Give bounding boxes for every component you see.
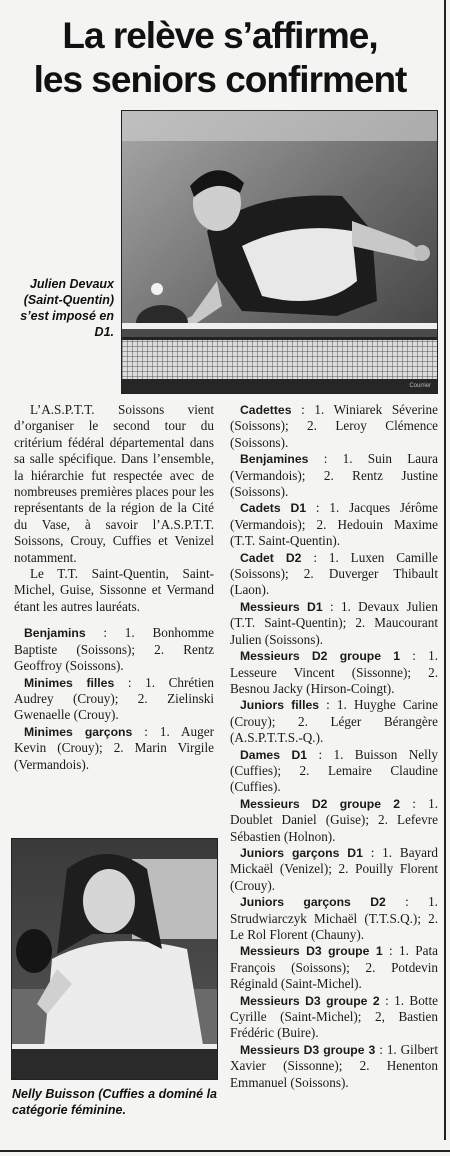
headline-line-2: les seniors confirment bbox=[33, 59, 407, 100]
article-paragraph-1: L’A.S.P.T.T. Soissons vient d’organiser le second tour du critérium fédéral départemental dans sa salle spécifique. Dans l’ensemble, la hiérarchie fut respectée avec de nombreuses premières places pour les représentants de la région de la Cité du Vase, à savoir l’A.S.P.T.T. Soissons, Crouy, Cuffies et Venizel notamment. bbox=[14, 402, 214, 565]
result-entry bbox=[230, 550, 438, 599]
result-category: Minimes filles bbox=[24, 675, 115, 690]
result-text: : 1. Huyghe Carine (Crouy); 2. Léger Bérangère (A.S.P.T.T.S.-Q.). bbox=[230, 697, 438, 746]
result-text: : 1. Bayard Mickaël (Venizel); 2. Pouilly Florent (Crouy). bbox=[230, 844, 438, 893]
result-text: : 1. Botte Cyrille (Saint-Michel); 2, Bastien Frédéric (Buire). bbox=[230, 992, 438, 1041]
result-text: : 1. Luxen Camille (Soissons); 2. Duverger Thibault (Laon). bbox=[230, 549, 439, 598]
column-rule bbox=[444, 0, 446, 1140]
result-entry bbox=[230, 747, 438, 796]
result-category: Cadets D1 bbox=[240, 501, 307, 516]
result-entry bbox=[230, 845, 438, 894]
result-text: : 1. Strudwiarczyk Michaël (T.T.S.Q.); 2. Le Rol Florent (Chauny). bbox=[230, 894, 438, 942]
result-text: : 1. Chrétien Audrey (Crouy); 2. Zielinski Gwenaelle (Crouy). bbox=[14, 674, 215, 723]
result-category: Juniors garçons D1 bbox=[240, 845, 363, 860]
result-category: Cadet D2 bbox=[240, 550, 302, 565]
result-category: Messieurs D3 groupe 2 bbox=[240, 993, 380, 1008]
result-category: Messieurs D1 bbox=[240, 599, 323, 614]
result-category: Benjamins bbox=[24, 626, 86, 641]
result-entry bbox=[230, 1042, 438, 1091]
result-category: Cadettes bbox=[240, 403, 292, 417]
result-text: : 1. Doublet Daniel (Guise); 2. Lefevre Sébastien (Holnon). bbox=[230, 795, 438, 844]
result-text: : 1. Gilbert Xavier (Sissonne); 2. Henenton Emmanuel (Soissons). bbox=[230, 1041, 438, 1090]
result-text: : 1. Pata François (Soissons); 2. Potdevin Réginald (Saint-Michel). bbox=[230, 943, 438, 992]
photo-credit: Courrier bbox=[409, 383, 431, 389]
result-entry bbox=[230, 943, 438, 992]
result-text: : 1. Lesseure Vincent (Sissonne); 2. Besnou Jacky (Hirson-Coingt). bbox=[230, 648, 438, 696]
result-text: : 1. Auger Kevin (Crouy); 2. Marin Virgile (Vermandois). bbox=[14, 723, 214, 772]
result-text: : 1. Suin Laura (Vermandois); 2. Rentz Justine (Soissons). bbox=[230, 451, 438, 500]
player-illustration bbox=[122, 111, 437, 393]
photo-nelly-buisson bbox=[11, 838, 218, 1080]
result-category: Messieurs D2 groupe 2 bbox=[240, 796, 401, 811]
article-column-left bbox=[14, 402, 214, 773]
result-entry bbox=[230, 500, 438, 549]
result-entry bbox=[14, 625, 214, 674]
result-text: : 1. Bonhomme Baptiste (Soissons); 2. Rentz Geoffroy (Soissons). bbox=[14, 625, 214, 674]
result-text: : 1. Buisson Nelly (Cuffies); 2. Lemaire Claudine (Cuffies). bbox=[230, 746, 438, 795]
result-category: Messieurs D2 groupe 1 bbox=[240, 649, 401, 664]
result-entry bbox=[230, 599, 438, 648]
result-entry bbox=[230, 697, 438, 746]
result-category: Dames D1 bbox=[240, 747, 308, 762]
bottom-rule bbox=[0, 1150, 450, 1152]
photo-julien-devaux bbox=[121, 110, 438, 394]
article-column-right bbox=[230, 402, 438, 1091]
result-category: Juniors garçons D2 bbox=[240, 895, 386, 910]
result-category: Minimes garçons bbox=[24, 724, 133, 739]
headline-line-1: La relève s’affirme, bbox=[62, 15, 378, 56]
result-category: Juniors filles bbox=[240, 698, 320, 713]
article-paragraph-2: Le T.T. Saint-Quentin, Saint-Michel, Guise, Sissonne et Vermand étant les autres lauréats. bbox=[14, 566, 214, 614]
photo-caption-1: Julien Devaux (Saint-Quentin) s’est imposé en D1. bbox=[20, 277, 114, 339]
player-illustration-2 bbox=[12, 839, 217, 1079]
result-entry bbox=[230, 451, 438, 500]
result-text: : 1. Jacques Jérôme (Vermandois); 2. Hedouin Maxime (T.T. Saint-Quentin). bbox=[230, 500, 438, 549]
result-category: Messieurs D3 groupe 3 bbox=[240, 1042, 376, 1057]
result-entry bbox=[230, 993, 438, 1042]
result-text: : 1. Devaux Julien (T.T. Saint-Quentin); 2. Maucourant Julien (Soissons). bbox=[230, 598, 438, 647]
result-entry bbox=[230, 402, 438, 451]
result-entry bbox=[230, 894, 438, 943]
result-entry bbox=[230, 796, 438, 845]
photo-caption-2: Nelly Buisson (Cuffies a dominé la catégorie féminine. bbox=[12, 1087, 217, 1117]
result-category: Messieurs D3 groupe 1 bbox=[240, 944, 383, 959]
article-headline bbox=[0, 14, 440, 102]
result-entry bbox=[230, 648, 438, 697]
result-category: Benjamines bbox=[240, 452, 309, 467]
result-entry bbox=[14, 675, 214, 724]
result-entry bbox=[14, 724, 214, 773]
result-text: : 1. Winiarek Séverine (Soissons); 2. Leroy Clémence (Soissons). bbox=[230, 402, 438, 450]
